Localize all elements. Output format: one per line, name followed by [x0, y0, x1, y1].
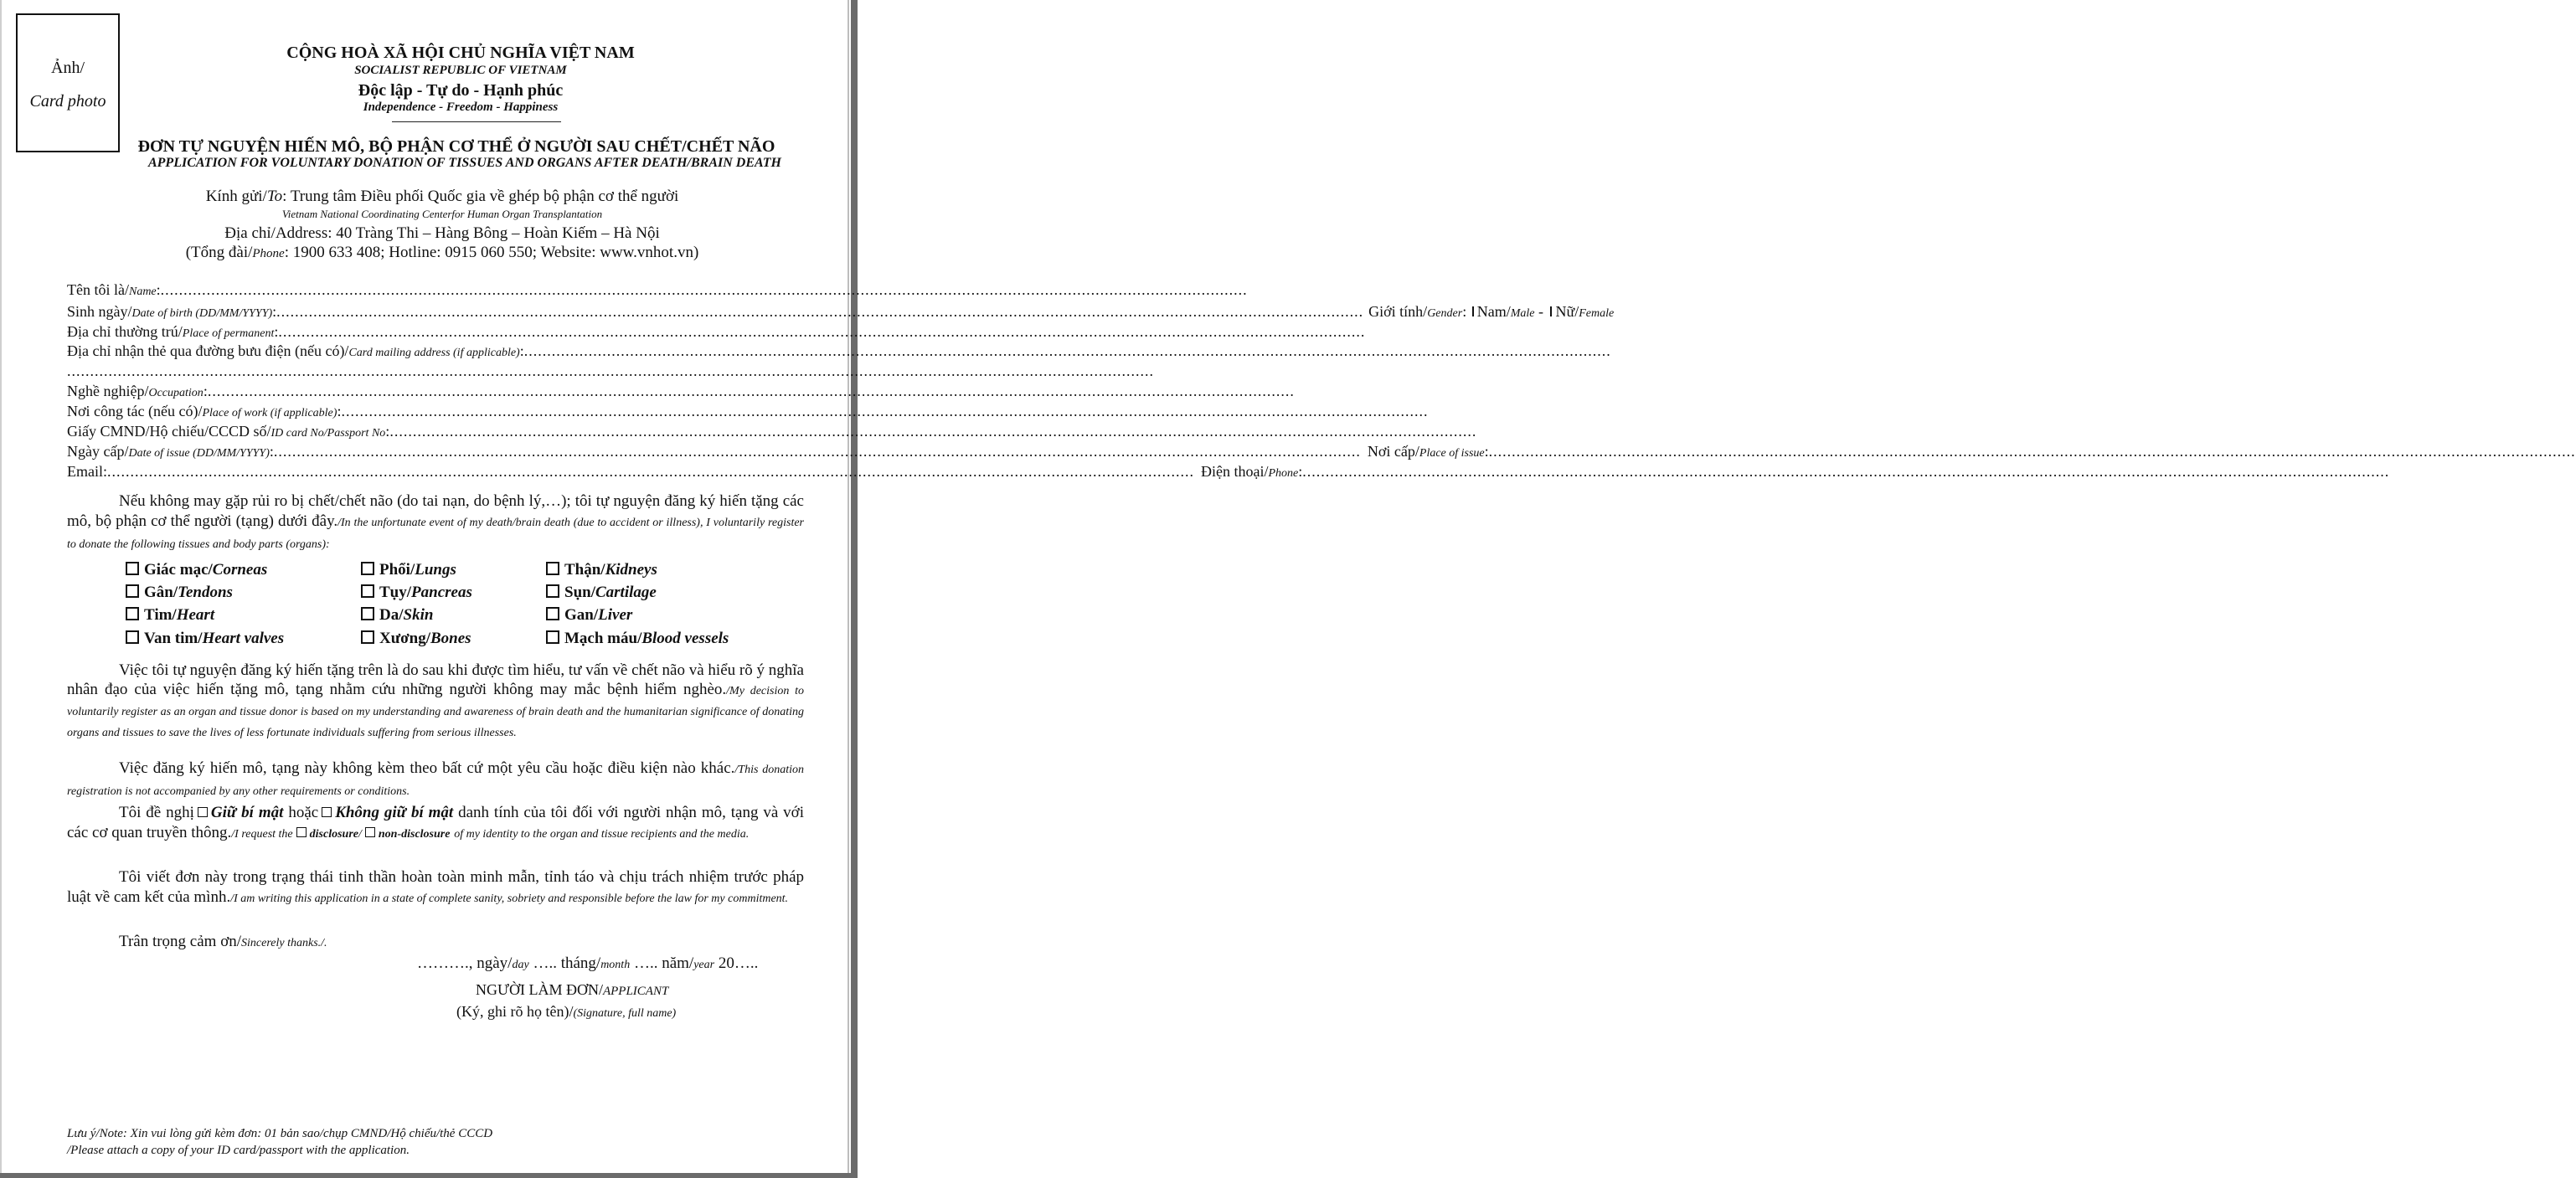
lungs-label-en: Lungs	[415, 561, 456, 579]
date-year-value: 20…..	[714, 954, 759, 972]
email-phone-row	[67, 463, 2390, 481]
signature-en: (Signature, full name)	[573, 1007, 677, 1020]
liver-checkbox[interactable]	[546, 607, 559, 620]
recipient-to-vn: Kính gửi/	[205, 188, 267, 205]
window-border-bottom	[0, 1173, 858, 1178]
non-disclosure-checkbox[interactable]	[365, 827, 375, 837]
phone-label-en: Phone	[1268, 467, 1299, 480]
heart-label-vn: Tim/	[144, 606, 177, 624]
bones-label-vn: Xương/	[379, 630, 430, 647]
dob-input-line[interactable]: ............................................................................................................................................................................................................................................	[276, 303, 1364, 320]
heart-label-en: Heart	[176, 606, 215, 624]
date-month: ….. tháng/	[528, 954, 601, 972]
liver-label-vn: Gan/	[564, 606, 599, 624]
photo-box	[16, 13, 120, 152]
issue-place-label-vn: Nơi cấp/	[1367, 443, 1419, 460]
privacy-en-b: of my identity to the organ and tissue recipients and the media.	[454, 828, 750, 841]
female-label-en: Female	[1579, 307, 1615, 320]
female-label-vn: Nữ/	[1555, 303, 1579, 320]
commitment-paragraph	[67, 867, 804, 909]
privacy-or: hoặc	[288, 804, 319, 821]
issue-date-colon: :	[269, 443, 274, 460]
organ-cartilage[interactable]	[546, 584, 657, 602]
issue-place-input-line[interactable]: ............................................................................................................................................................................................................................................	[1488, 443, 2576, 460]
intro-paragraph	[67, 491, 804, 555]
privacy-vn-a: Tôi đề nghị	[119, 804, 194, 821]
kidneys-label-vn: Thận/	[564, 561, 605, 579]
privacy-paragraph	[67, 803, 804, 845]
kidneys-checkbox[interactable]	[546, 562, 559, 575]
occupation-field[interactable]	[67, 383, 1295, 400]
organ-pancreas[interactable]	[361, 584, 472, 602]
decision-paragraph	[67, 661, 804, 743]
email-label: Email	[67, 463, 103, 480]
phone-input-line[interactable]: ............................................................................................................................................................................................................................................	[1302, 463, 2390, 480]
recipient-line	[50, 188, 834, 206]
organ-kidneys[interactable]	[546, 561, 657, 579]
gender-separator: -	[1534, 303, 1548, 320]
issue-place-colon: :	[1484, 443, 1489, 460]
phone-label-vn: Điện thoại/	[1201, 463, 1269, 480]
idcard-input-line[interactable]: ............................................................................................................................................................................................................................................	[389, 423, 1477, 440]
page-right-edge	[848, 0, 849, 1178]
keep-secret-checkbox[interactable]	[198, 807, 208, 817]
heart-valves-checkbox[interactable]	[126, 630, 139, 644]
liver-label-en: Liver	[598, 606, 633, 624]
blood-vessels-label-en: Blood vessels	[641, 630, 729, 647]
id-card-field[interactable]	[67, 423, 1477, 440]
occupation-label-vn: Nghề nghiệp/	[67, 383, 149, 399]
dob-label-vn: Sinh ngày/	[67, 303, 132, 320]
organ-blood-vessels[interactable]	[546, 630, 729, 648]
tendons-checkbox[interactable]	[126, 584, 139, 598]
gender-label-en: Gender	[1427, 307, 1463, 320]
page-left-edge	[0, 0, 2, 1178]
window-border-right	[851, 0, 858, 1178]
recipient-name: : Trung tâm Điều phối Quốc gia về ghép bộ phận cơ thể người	[282, 188, 679, 205]
name-field[interactable]	[67, 281, 1248, 299]
dob-label-en: Date of birth (DD/MM/YYYY)	[131, 307, 273, 320]
phone-colon: :	[1298, 463, 1303, 480]
organ-corneas[interactable]	[126, 561, 267, 579]
kidneys-label-en: Kidneys	[605, 561, 657, 579]
country-name-vn: CỘNG HOÀ XÃ HỘI CHỦ NGHĨA VIỆT NAM	[286, 44, 635, 62]
gender-label-vn: Giới tính/	[1368, 303, 1428, 320]
conditions-paragraph	[67, 759, 804, 802]
blood-vessels-label-vn: Mạch máu/	[564, 630, 642, 647]
recipient-name-en: Vietnam National Coordinating Centerfor Human Organ Transplantation	[281, 208, 603, 220]
occupation-input-line[interactable]: ............................................................................................................................................................................................................................................	[207, 383, 1295, 399]
decision-vn: Việc tôi tự nguyện đăng ký hiến tặng trên là do sau khi được tìm hiểu, tư vấn về chết não và hiểu rõ ý nghĩa nhân đạo của việc hiến tặng mô, tạng nhằm cứu những người không may mắc bệnh hiểm nghèo.	[67, 661, 804, 698]
note-line-1: Lưu ý/Note: Xin vui lòng gửi kèm đơn: 01 bản sao/chụp CMND/Hộ chiếu/thẻ CCCD	[67, 1127, 493, 1140]
decision-en: /My decision to voluntarily register as an organ and tissue donor is based on my understanding and awareness of brain death and the humanitarian significance of donating organs and tissues to save the lives of less fortunate individuals suffering from serious illnesses.	[67, 685, 804, 739]
recipient-contact	[50, 244, 834, 262]
year-label-en: year	[693, 959, 715, 971]
intro-en: /In the unfortunate event of my death/brain death (due to accident or illness), I voluntarily register to donate the following tissues and body parts (organs):	[67, 517, 805, 551]
motto-vn: Độc lập - Tự do - Hạnh phúc	[358, 81, 564, 100]
mailing-label-en: Card mailing address (if applicable)	[348, 347, 520, 359]
mailing-label-vn: Địa chỉ nhận thẻ qua đường bưu điện (nếu có)/	[67, 342, 349, 359]
header-divider	[392, 121, 561, 122]
mailing-colon: :	[519, 342, 524, 359]
commitment-en: /I am writing this application in a state of complete sanity, sobriety and responsible before the law for my commitment.	[230, 893, 789, 905]
cartilage-label-en: Cartilage	[595, 584, 657, 601]
male-label-vn: Nam/	[1476, 303, 1511, 320]
workplace-field[interactable]	[67, 403, 1429, 420]
no-secret-checkbox[interactable]	[322, 807, 332, 817]
organ-bones[interactable]	[361, 630, 471, 648]
contact-phone-en: Phone	[252, 247, 285, 260]
issue-date-input-line[interactable]: ............................................................................................................................................................................................................................................	[273, 443, 1361, 460]
applicant-vn: NGƯỜI LÀM ĐƠN/	[476, 981, 603, 998]
form-title-vn: ĐƠN TỰ NGUYỆN HIẾN MÔ, BỘ PHẬN CƠ THỂ Ở NGƯỜI SAU CHẾT/CHẾT NÃO	[137, 137, 775, 156]
signature-line	[456, 1003, 676, 1021]
privacy-en-slash: /	[358, 828, 362, 841]
idcard-label-en: ID card No/Passport No	[270, 427, 386, 440]
lungs-label-vn: Phổi/	[379, 561, 415, 579]
tendons-label-en: Tendons	[178, 584, 233, 601]
month-label-en: month	[600, 959, 631, 971]
recipient-to-en: To	[266, 188, 283, 205]
corneas-checkbox[interactable]	[126, 562, 139, 575]
organ-heart-valves[interactable]	[126, 630, 284, 648]
idcard-label-vn: Giấy CMND/Hộ chiếu/CCCD số/	[67, 423, 271, 440]
non-disclosure-label: non-disclosure	[378, 828, 451, 841]
heart-checkbox[interactable]	[126, 607, 139, 620]
thanks-en: Sincerely thanks./.	[241, 937, 327, 949]
conditions-en: /This donation registration is not accompanied by any other requirements or conditions.	[67, 764, 805, 798]
lungs-checkbox[interactable]	[361, 562, 374, 575]
heart-valves-label-en: Heart valves	[202, 630, 285, 647]
corneas-label-en: Corneas	[212, 561, 268, 579]
thanks-line	[119, 933, 327, 951]
privacy-vn-b: danh tính của tôi đối với người nhận mô, tạng và với các cơ quan truyền thông.	[67, 804, 805, 841]
workplace-input-line[interactable]: ............................................................................................................................................................................................................................................	[341, 403, 1429, 419]
date-line	[417, 954, 758, 973]
motto-en: Independence - Freedom - Happiness	[363, 100, 559, 114]
country-name-en: SOCIALIST REPUBLIC OF VIETNAM	[354, 64, 567, 77]
keep-secret-label: Giữ bí mật	[210, 804, 284, 821]
contact-rest: : 1900 633 408; Hotline: 0915 060 550; Website: www.vnhot.vn)	[284, 244, 699, 261]
applicant-en: APPLICANT	[602, 985, 669, 998]
name-colon: :	[156, 281, 161, 298]
organ-tendons[interactable]	[126, 584, 233, 602]
mailing-input-line-2[interactable]: ............................................................................................................................................................................................................................................	[67, 363, 1154, 379]
signature-vn: (Ký, ghi rõ họ tên)/	[456, 1003, 574, 1020]
recipient-address: Địa chỉ/Address: 40 Tràng Thi – Hàng Bông – Hoàn Kiếm – Hà Nội	[224, 224, 660, 242]
pancreas-checkbox[interactable]	[361, 584, 374, 598]
date-prefix: ………., ngày/	[417, 954, 513, 972]
intro-vn: Nếu không may gặp rủi ro bị chết/chết não (do tai nạn, do bệnh lý,…); tôi tự nguyện đăng ký hiến tặng các mô, bộ phận cơ thể người (tạng) dưới đây.	[67, 492, 804, 530]
tendons-label-vn: Gân/	[144, 584, 178, 601]
issue-row	[67, 443, 2576, 460]
day-label-en: day	[512, 959, 529, 971]
occupation-colon: :	[203, 383, 208, 399]
permanent-label-en: Place of permanent	[182, 327, 275, 340]
workplace-label-vn: Nơi công tác (nếu có)/	[67, 403, 203, 419]
idcard-colon: :	[385, 423, 390, 440]
organ-lungs[interactable]	[361, 561, 456, 579]
bones-label-en: Bones	[430, 630, 471, 647]
email-input-line[interactable]: ............................................................................................................................................................................................................................................	[107, 463, 1195, 480]
privacy-en-a: /I request the	[231, 828, 293, 841]
cartilage-label-vn: Sụn/	[564, 584, 595, 601]
email-colon: :	[103, 463, 108, 480]
issue-place-label-en: Place of issue	[1419, 447, 1485, 460]
organ-skin[interactable]	[361, 606, 433, 625]
issue-date-label-en: Date of issue (DD/MM/YYYY)	[128, 447, 270, 460]
note-line-2: /Please attach a copy of your ID card/passport with the application.	[67, 1144, 410, 1157]
thanks-vn: Trân trọng cảm ơn/	[119, 933, 242, 950]
skin-label-en: Skin	[403, 606, 434, 624]
bones-checkbox[interactable]	[361, 630, 374, 644]
form-title-en: APPLICATION FOR VOLUNTARY DONATION OF TISSUES AND ORGANS AFTER DEATH/BRAIN DEATH	[147, 156, 781, 170]
issue-date-label-vn: Ngày cấp/	[67, 443, 129, 460]
organ-heart[interactable]	[126, 606, 214, 625]
mailing-address-continuation[interactable]	[67, 363, 1154, 380]
female-checkbox[interactable]	[1550, 306, 1552, 316]
dob-gender-row	[67, 303, 1615, 321]
disclosure-checkbox[interactable]	[296, 827, 307, 837]
workplace-colon: :	[337, 403, 342, 419]
photo-label-vn: Ảnh/	[51, 59, 85, 77]
occupation-label-en: Occupation	[148, 387, 204, 399]
organ-liver[interactable]	[546, 606, 632, 625]
date-year: ….. năm/	[630, 954, 694, 972]
workplace-label-en: Place of work (if applicable)	[202, 407, 337, 419]
photo-label-en: Card photo	[29, 92, 106, 111]
applicant-line	[476, 981, 668, 999]
male-label-en: Male	[1510, 307, 1535, 320]
no-secret-label: Không giữ bí mật	[335, 804, 454, 821]
pancreas-label-en: Pancreas	[411, 584, 472, 601]
gender-colon: :	[1462, 303, 1471, 320]
skin-checkbox[interactable]	[361, 607, 374, 620]
permanent-input-line[interactable]: ............................................................................................................................................................................................................................................	[278, 323, 1366, 340]
permanent-label-vn: Địa chỉ thường trú/	[67, 323, 183, 340]
cartilage-checkbox[interactable]	[546, 584, 559, 598]
commitment-vn: Tôi viết đơn này trong trạng thái tinh thần hoàn toàn minh mẫn, tỉnh táo và chịu trách nhiệm trước pháp luật về cam kết của mình.	[67, 868, 804, 906]
disclosure-label: disclosure	[309, 828, 358, 841]
permanent-address-field[interactable]	[67, 323, 1366, 341]
mailing-address-field[interactable]	[67, 342, 1611, 360]
name-label-vn: Tên tôi là/	[67, 281, 129, 298]
name-input-line[interactable]: ............................................................................................................................................................................................................................................	[160, 281, 1248, 298]
skin-label-vn: Da/	[379, 606, 404, 624]
corneas-label-vn: Giác mạc/	[144, 561, 213, 579]
pancreas-label-vn: Tụy/	[379, 584, 412, 601]
contact-open: (Tổng đài/	[185, 244, 253, 261]
blood-vessels-checkbox[interactable]	[546, 630, 559, 644]
name-label-en: Name	[128, 285, 157, 298]
heart-valves-label-vn: Van tim/	[144, 630, 203, 647]
permanent-colon: :	[274, 323, 279, 340]
male-checkbox[interactable]	[1472, 306, 1474, 316]
mailing-input-line[interactable]: ............................................................................................................................................................................................................................................	[523, 342, 1611, 359]
conditions-vn: Việc đăng ký hiến mô, tạng này không kèm theo bất cứ một yêu cầu hoặc điều kiện nào khác.	[119, 759, 735, 777]
dob-colon: :	[272, 303, 277, 320]
